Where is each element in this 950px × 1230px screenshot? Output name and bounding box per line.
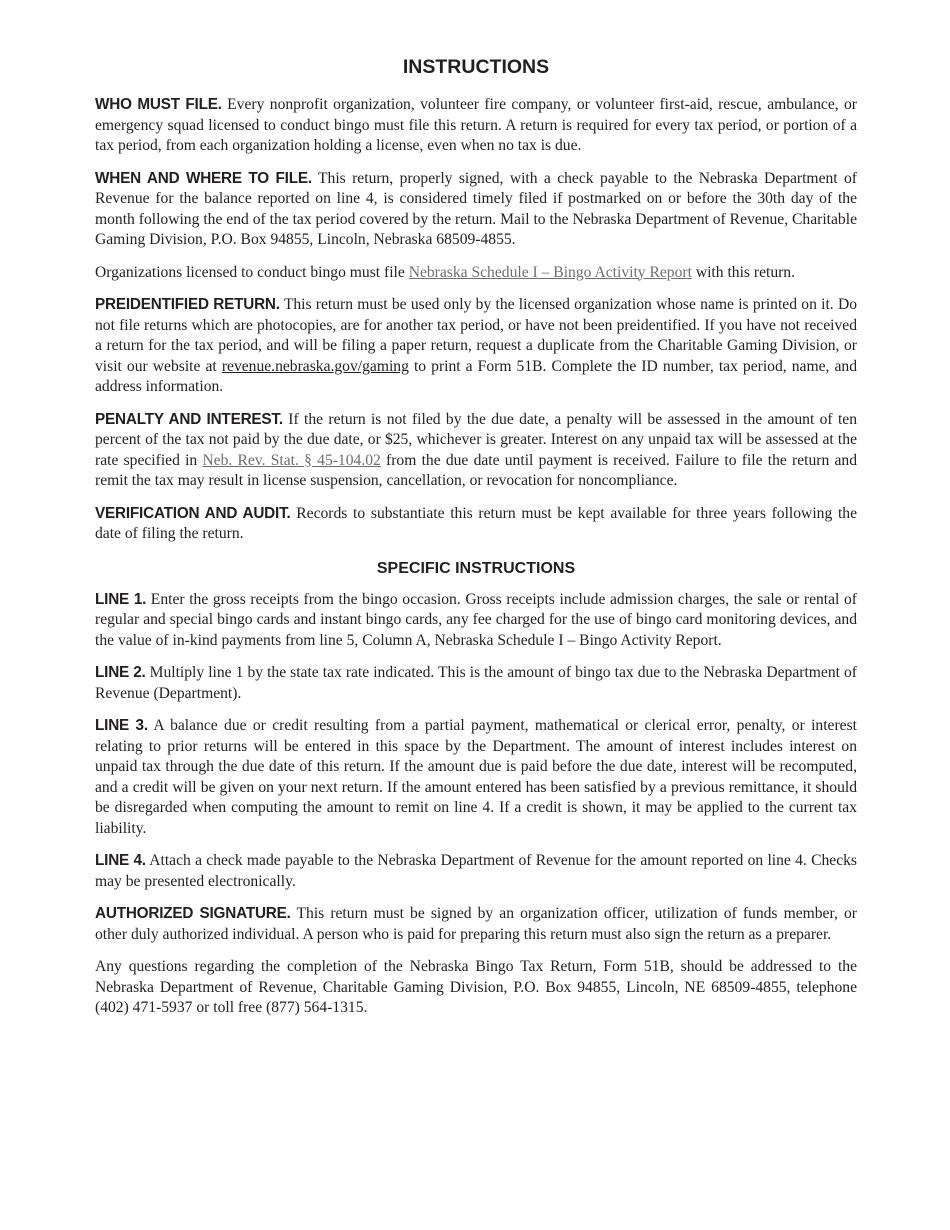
- verification-text: Records to substantiate this return must be kept available for three years following the date of filing the return.: [95, 504, 857, 542]
- line3-heading: LINE 3.: [95, 717, 148, 734]
- page-title: INSTRUCTIONS: [402, 56, 550, 78]
- schedule-note-after: with this return.: [691, 263, 796, 281]
- when-where-heading: WHEN AND WHERE TO FILE.: [95, 169, 312, 187]
- preidentified-text-2: to print a Form 51B. Complete the ID number, tax period, name, and address information.: [95, 357, 857, 395]
- who-must-file-heading: WHO MUST FILE.: [95, 96, 222, 113]
- line3-text: A balance due or credit resulting from a partial payment, mathematical or clerical error, penalty, or interest relating to prior returns will be entered in this space by the Department. The amount of interest includes interest on unpaid tax through the due date of this return. If the amount due is paid before the due date, interest will be recomputed, and a credit will be given on your next return. If the amount entered has been satisfied by a previous remittance, it should be disregarded when computing the amount to remit on line 4. If a credit is shown, it may be applied to the current tax liability.: [95, 717, 857, 837]
- line4-heading: LINE 4.: [95, 852, 146, 869]
- penalty-section: [95, 410, 857, 492]
- penalty-heading: PENALTY AND INTEREST.: [95, 410, 283, 428]
- specific-instructions-title: SPECIFIC INSTRUCTIONS: [376, 559, 576, 577]
- line1-section: [95, 590, 857, 652]
- preidentified-section: [95, 295, 857, 398]
- when-where-section: [95, 169, 857, 251]
- penalty-text-2: from the due date until payment is received. Failure to file the return and remit the tax may result in license suspension, cancellation, or revocation for noncompliance.: [95, 451, 857, 489]
- line4-section: [95, 851, 857, 892]
- line2-text: Multiply line 1 by the state tax rate indicated. This is the amount of bingo tax due to the Nebraska Department of Revenue (Department).: [95, 664, 857, 702]
- who-must-file-section: [95, 95, 857, 157]
- line1-heading: LINE 1.: [95, 590, 147, 608]
- instructions-page: [95, 54, 857, 1031]
- schedule-note-before: Organizations licensed to conduct bingo must file: [95, 263, 409, 281]
- verification-section: [95, 504, 857, 545]
- line1-text: Enter the gross receipts from the bingo occasion. Gross receipts include admission charges, the sale or rental of regular and special bingo cards and instant bingo cards, any fee charged for the use of bingo card monitoring devices, and the value of in-kind payments from line 5, Column A, Nebraska Schedule I – Bingo Activity Report.: [95, 590, 858, 649]
- when-where-text: This return, properly signed, with a check payable to the Nebraska Department of Revenue for the balance reported on line 4, is considered timely filed if postmarked on or before the 30th day of the month following the end of the tax period covered by the return. Mail to the Nebraska Department of Revenue, Charitable Gaming Division, P.O. Box 94855, Lincoln, Nebraska 68509-4855.: [95, 169, 857, 248]
- schedule-note: [95, 263, 857, 284]
- schedule-i-link[interactable]: Nebraska Schedule I – Bingo Activity Report: [408, 263, 692, 281]
- penalty-text-1: If the return is not filed by the due date, a penalty will be assessed in the amount of ten percent of the tax not paid by the due date, or $25, whichever is greater. Interest on any unpaid tax will be assessed at the rate specified in: [95, 410, 857, 469]
- preidentified-heading: PREIDENTIFIED RETURN.: [95, 296, 280, 313]
- authorized-signature-heading: AUTHORIZED SIGNATURE.: [95, 905, 291, 922]
- authorized-signature-text: This return must be signed by an organization officer, utilization of funds member, or other duly authorized individual. A person who is paid for preparing this return must also sign the return as a preparer.: [95, 905, 858, 943]
- preidentified-text-1: This return must be used only by the licensed organization whose name is printed on it. Do not file returns which are photocopies, are for another tax period, or have not been preidentified. If you have not received a return for the tax period, and will be filing a paper return, request a duplicate from the Charitable Gaming Division, or visit our website at: [95, 296, 857, 375]
- line2-section: [95, 663, 857, 704]
- authorized-signature-section: [95, 904, 857, 945]
- statute-link[interactable]: Neb. Rev. Stat. § 45-104.02: [202, 451, 381, 469]
- who-must-file-text: Every nonprofit organization, volunteer fire company, or volunteer first-aid, rescue, ambulance, or emergency squad licensed to conduct bingo must file this return. A return is required for every tax period, or portion of a tax period, from each organization holding a license, even when no tax is due.: [95, 96, 858, 154]
- line4-text: Attach a check made payable to the Nebraska Department of Revenue for the amount reported on line 4. Checks may be presented electronically.: [95, 852, 857, 890]
- line2-heading: LINE 2.: [95, 664, 146, 681]
- line3-section: [95, 716, 857, 839]
- questions-paragraph: Any questions regarding the completion of the Nebraska Bingo Tax Return, Form 51B, should be addressed to the Nebraska Department of Revenue, Charitable Gaming Division, P.O. Box 94855, Lincoln, NE 68509-4855, telephone (402) 471-5937 or toll free (877) 564-1315.: [95, 958, 857, 1016]
- gaming-website-link[interactable]: revenue.nebraska.gov/gaming: [221, 357, 409, 375]
- verification-heading: VERIFICATION AND AUDIT.: [95, 504, 291, 522]
